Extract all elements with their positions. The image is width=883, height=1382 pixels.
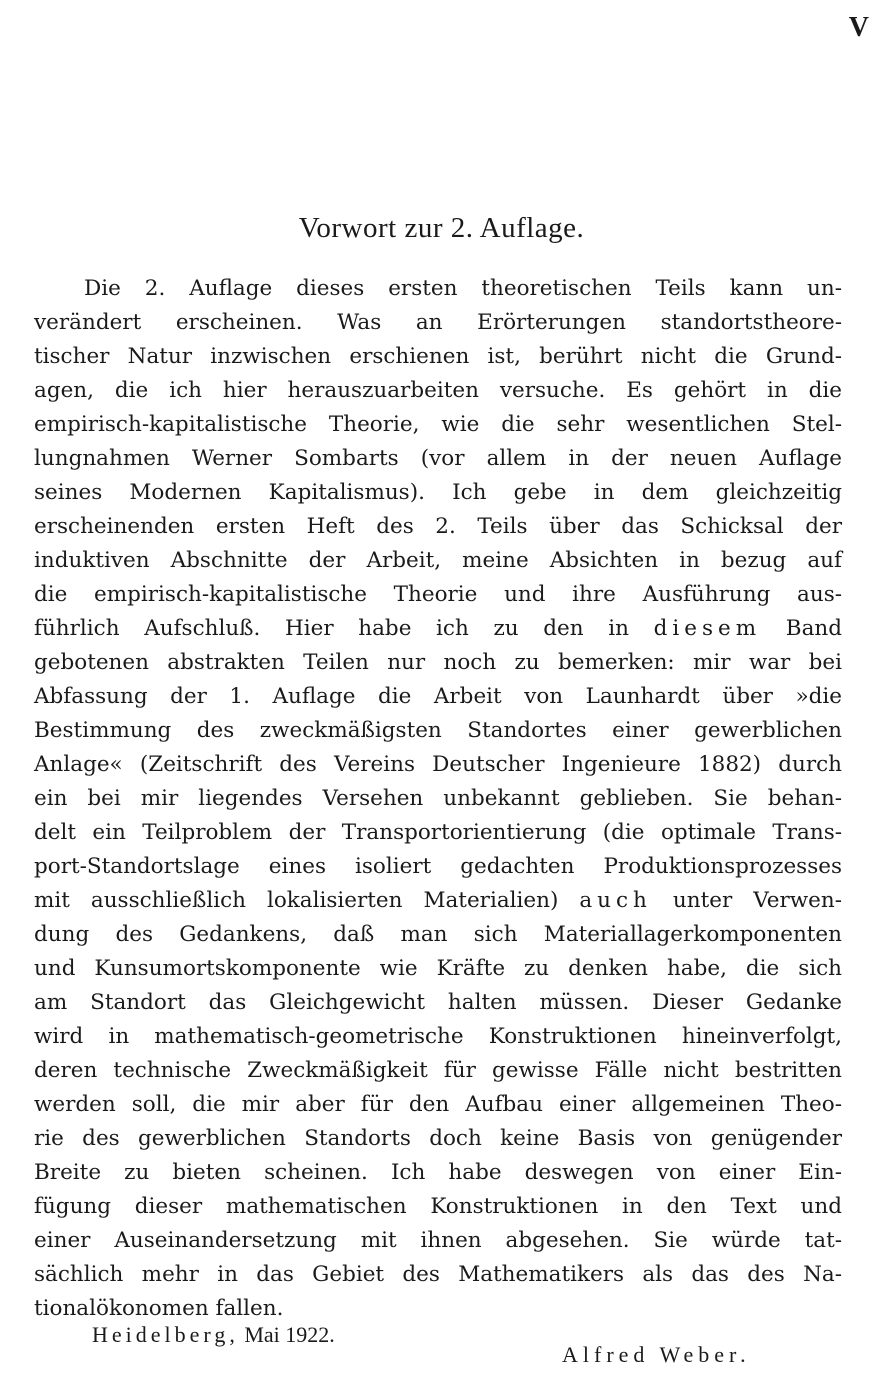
text-line: verändert erscheinen. Was an Erörterungen standortstheore- [34,310,842,335]
text-line: rie des gewerblichen Standorts doch keine Basis von genügender [34,1126,842,1151]
text-segment: mit ausschließlich lokalisierten Materialien) [34,888,559,913]
text-line: Breite zu bieten scheinen. Ich habe deswegen von einer Ein- [34,1160,842,1185]
text-line: Die 2. Auflage dieses ersten theoretischen Teils kann un- [84,276,842,301]
preface-text [34,272,842,1326]
text-line: am Standort das Gleichgewicht halten müssen. Dieser Gedanke [34,990,842,1015]
text-line [34,612,842,646]
emphasized-word: diesem [653,616,762,641]
place-date [92,1322,335,1348]
text-line: gebotenen abstrakten Teilen nur noch zu bemerken: mir war bei [34,650,842,675]
text-segment: führlich Aufschluß. Hier habe ich zu den in [34,616,629,641]
text-line [34,884,842,918]
text-line: deren technische Zweckmäßigkeit für gewisse Fälle nicht bestritten [34,1058,842,1083]
page-number: V [848,12,869,43]
text-line: fügung dieser mathematischen Konstruktionen in den Text und [34,1194,842,1219]
text-line: empirisch-kapitalistische Theorie, wie die sehr wesentlichen Stel- [34,412,842,437]
text-line: Anlage« (Zeitschrift des Vereins Deutscher Ingenieure 1882) durch [34,752,842,777]
text-line: dung des Gedankens, daß man sich Materiallagerkomponenten [34,922,842,947]
text-line: Abfassung der 1. Auflage die Arbeit von Launhardt über »die [34,684,842,709]
text-line: wird in mathematisch-geometrische Konstruktionen hineinverfolgt, [34,1024,842,1049]
text-line: sächlich mehr in das Gebiet des Mathematikers als das des Na- [34,1262,842,1287]
emphasized-word: auch [579,888,652,913]
text-line: delt ein Teilproblem der Transportorientierung (die optimale Trans- [34,820,842,845]
text-line: seines Modernen Kapitalismus). Ich gebe in dem gleichzeitig [34,480,842,505]
text-segment: Band [785,616,842,641]
text-line: tischer Natur inzwischen erschienen ist, berührt nicht die Grund- [34,344,842,369]
text-line: port-Standortslage eines isoliert gedachten Produktionsprozesses [34,854,842,879]
text-line: induktiven Abschnitte der Arbeit, meine Absichten in bezug auf [34,548,842,573]
text-line: einer Auseinandersetzung mit ihnen abgesehen. Sie würde tat- [34,1228,842,1253]
text-line: und Kunsumortskomponente wie Kräfte zu denken habe, die sich [34,956,842,981]
place: Heidelberg, [92,1322,239,1347]
author-signature: Alfred Weber. [562,1342,751,1367]
text-line: tionalökonomen fallen. [34,1296,284,1321]
text-line: die empirisch-kapitalistische Theorie und ihre Ausführung aus- [34,582,842,607]
text-segment: unter Verwen- [672,888,842,913]
text-line: erscheinenden ersten Heft des 2. Teils über das Schicksal der [34,514,842,539]
page-title: Vorwort zur 2. Auflage. [298,212,585,244]
text-line: Bestimmung des zweckmäßigsten Standortes einer gewerblichen [34,718,842,743]
text-line: ein bei mir liegendes Versehen unbekannt geblieben. Sie behan- [34,786,842,811]
text-line: agen, die ich hier herauszuarbeiten versuche. Es gehört in die [34,378,842,403]
text-line: werden soll, die mir aber für den Aufbau einer allgemeinen Theo- [34,1092,842,1117]
date: Mai 1922. [244,1322,335,1347]
text-line: lungnahmen Werner Sombarts (vor allem in der neuen Auflage [34,446,842,471]
